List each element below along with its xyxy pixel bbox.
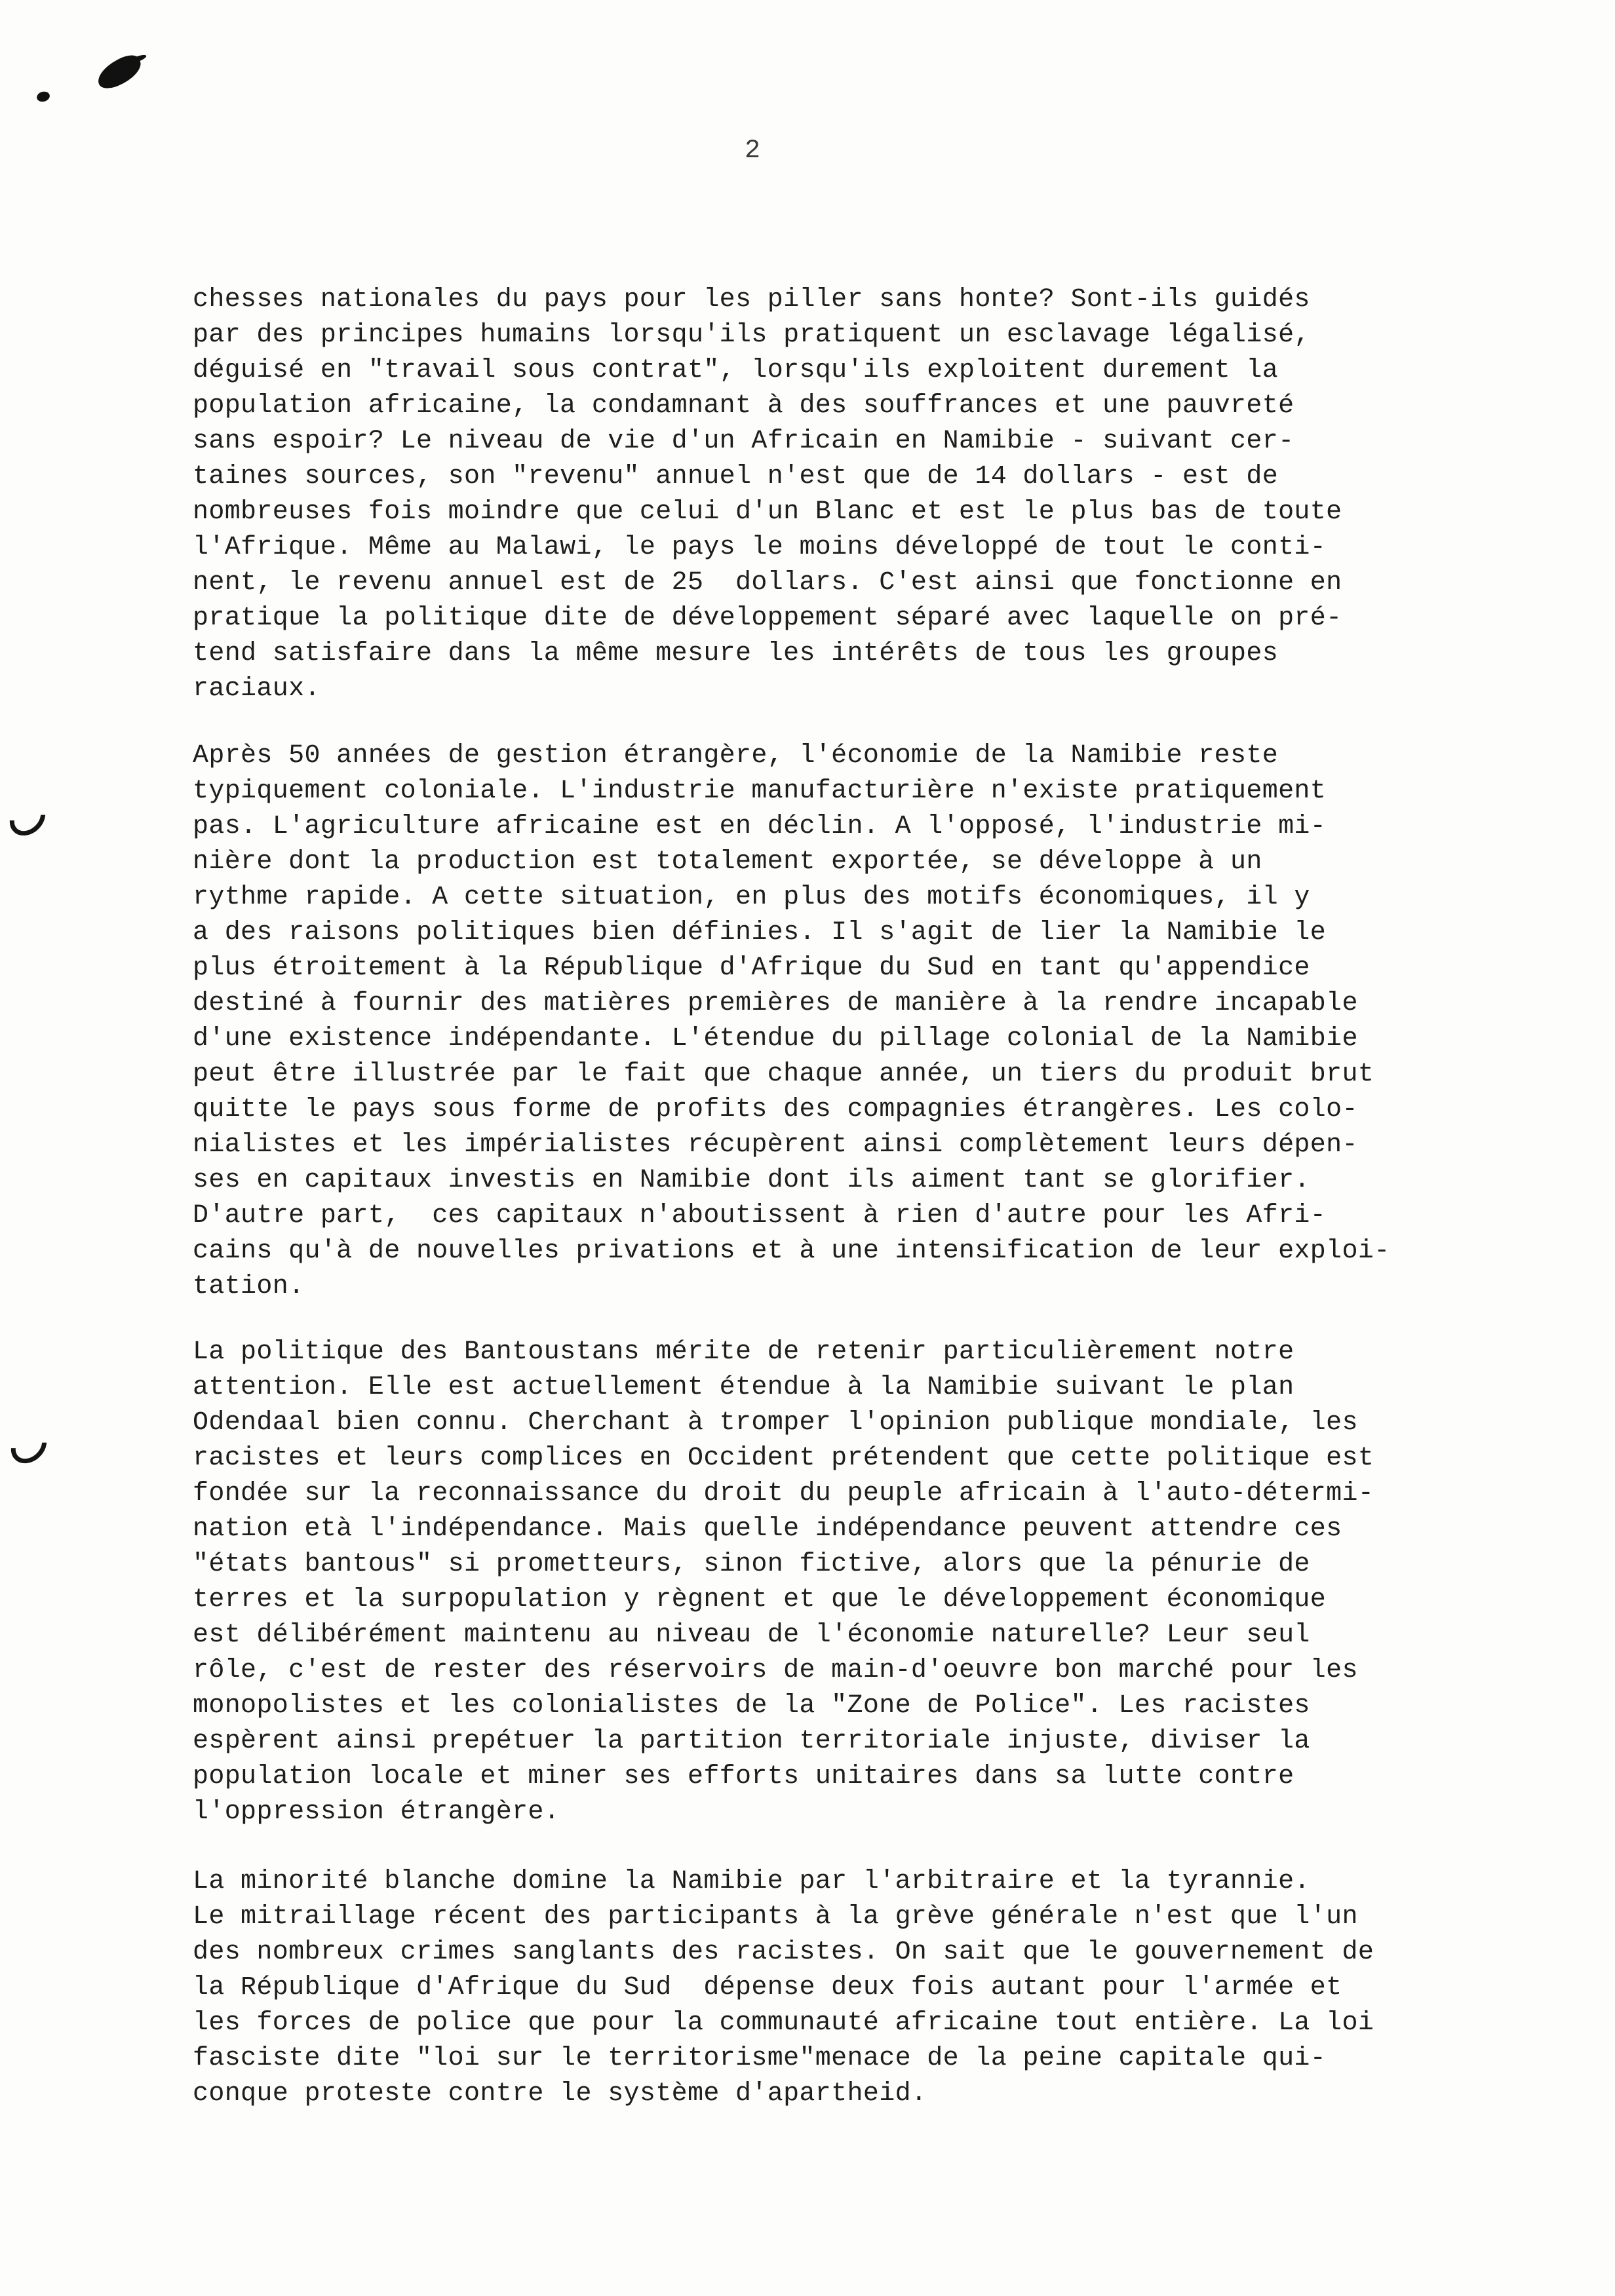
text-line: typiquement coloniale. L'industrie manufacturière n'existe pratiquement: [193, 776, 1327, 806]
text-line: chesses nationales du pays pour les piller sans honte? Sont-ils guidés: [193, 285, 1310, 315]
text-line: terres et la surpopulation y règnent et que le développement économique: [193, 1585, 1327, 1615]
text-line: la République d'Afrique du Sud dépense deux fois autant pour l'armée et: [193, 1973, 1342, 2002]
text-line: Le mitraillage récent des participants à la grève générale n'est que l'un: [193, 1902, 1358, 1932]
text-line: sans espoir? Le niveau de vie d'un Africain en Namibie - suivant cer-: [193, 427, 1294, 456]
page-number: 2: [745, 136, 761, 166]
text-line: tation.: [193, 1272, 305, 1301]
text-line: tend satisfaire dans la même mesure les intérêts de tous les groupes: [193, 639, 1279, 668]
text-line: a des raisons politiques bien définies. Il s'agit de lier la Namibie le: [193, 918, 1327, 947]
ink-blot-small: [35, 90, 50, 104]
text-line: nation età l'indépendance. Mais quelle indépendance peuvent attendre ces: [193, 1514, 1342, 1544]
text-line: d'une existence indépendante. L'étendue du pillage colonial de la Namibie: [193, 1024, 1358, 1054]
text-line: destiné à fournir des matières premières de manière à la rendre incapable: [193, 989, 1358, 1018]
text-line: Odendaal bien connu. Cherchant à tromper l'opinion publique mondiale, les: [193, 1408, 1358, 1438]
text-line: raciaux.: [193, 674, 321, 704]
text-line: nombreuses fois moindre que celui d'un Blanc et est le plus bas de toute: [193, 497, 1342, 527]
text-line: La politique des Bantoustans mérite de retenir particulièrement notre: [193, 1337, 1294, 1367]
text-line: Après 50 années de gestion étrangère, l'économie de la Namibie reste: [193, 741, 1279, 771]
text-line: peut être illustrée par le fait que chaque année, un tiers du produit brut: [193, 1060, 1374, 1089]
text-line: attention. Elle est actuellement étendue à la Namibie suivant le plan: [193, 1373, 1294, 1402]
text-line: cains qu'à de nouvelles privations et à une intensification de leur exploi-: [193, 1236, 1390, 1266]
text-line: pratique la politique dite de développement séparé avec laquelle on pré-: [193, 603, 1342, 633]
text-line: La minorité blanche domine la Namibie par l'arbitraire et la tyrannie.: [193, 1867, 1310, 1896]
text-line: monopolistes et les colonialistes de la "Zone de Police". Les racistes: [193, 1691, 1310, 1721]
text-line: l'oppression étrangère.: [193, 1797, 560, 1827]
text-line: nialistes et les impérialistes récupèrent ainsi complètement leurs dépen-: [193, 1130, 1358, 1160]
text-line: nent, le revenu annuel est de 25 dollars. C'est ainsi que fonctionne en: [193, 568, 1342, 598]
text-line: fasciste dite "loi sur le territorisme"menace de la peine capitale qui-: [193, 2044, 1327, 2073]
text-line: population africaine, la condamnant à des souffrances et une pauvreté: [193, 391, 1294, 421]
text-line: "états bantous" si prometteurs, sinon fictive, alors que la pénurie de: [193, 1550, 1310, 1579]
text-line: les forces de police que pour la communauté africaine tout entière. La loi: [193, 2008, 1374, 2038]
text-line: nière dont la production est totalement exportée, se développe à un: [193, 847, 1262, 877]
text-line: des nombreux crimes sanglants des racistes. On sait que le gouvernement de: [193, 1938, 1374, 1967]
text-line: quitte le pays sous forme de profits des compagnies étrangères. Les colo-: [193, 1095, 1358, 1124]
text-line: rôle, c'est de rester des réservoirs de main-d'oeuvre bon marché pour les: [193, 1656, 1358, 1685]
binder-hole-mark-lower: [4, 1421, 54, 1470]
text-line: déguisé en "travail sous contrat", lorsqu'ils exploitent durement la: [193, 356, 1279, 385]
text-line: racistes et leurs complices en Occident prétendent que cette politique est: [193, 1444, 1374, 1473]
text-line: l'Afrique. Même au Malawi, le pays le moins développé de tout le conti-: [193, 533, 1327, 562]
text-line: ses en capitaux investis en Namibie dont ils aiment tant se glorifier.: [193, 1166, 1310, 1195]
text-line: par des principes humains lorsqu'ils pratiquent un esclavage légalisé,: [193, 320, 1310, 350]
text-line: espèrent ainsi prepétuer la partition territoriale injuste, diviser la: [193, 1727, 1310, 1756]
text-line: population locale et miner ses efforts unitaires dans sa lutte contre: [193, 1762, 1294, 1791]
text-line: conque proteste contre le système d'apartheid.: [193, 2079, 927, 2109]
binder-hole-mark-upper: [3, 793, 52, 843]
text-line: taines sources, son "revenu" annuel n'est que de 14 dollars - est de: [193, 462, 1279, 491]
text-line: rythme rapide. A cette situation, en plus des motifs économiques, il y: [193, 883, 1310, 912]
text-line: pas. L'agriculture africaine est en déclin. A l'opposé, l'industrie mi-: [193, 812, 1327, 841]
text-line: plus étroitement à la République d'Afrique du Sud en tant qu'appendice: [193, 953, 1310, 983]
text-line: fondée sur la reconnaissance du droit du peuple africain à l'auto-détermi-: [193, 1479, 1374, 1508]
text-line: est délibérément maintenu au niveau de l'économie naturelle? Leur seul: [193, 1620, 1310, 1650]
text-line: D'autre part, ces capitaux n'aboutissent à rien d'autre pour les Afri-: [193, 1201, 1327, 1231]
